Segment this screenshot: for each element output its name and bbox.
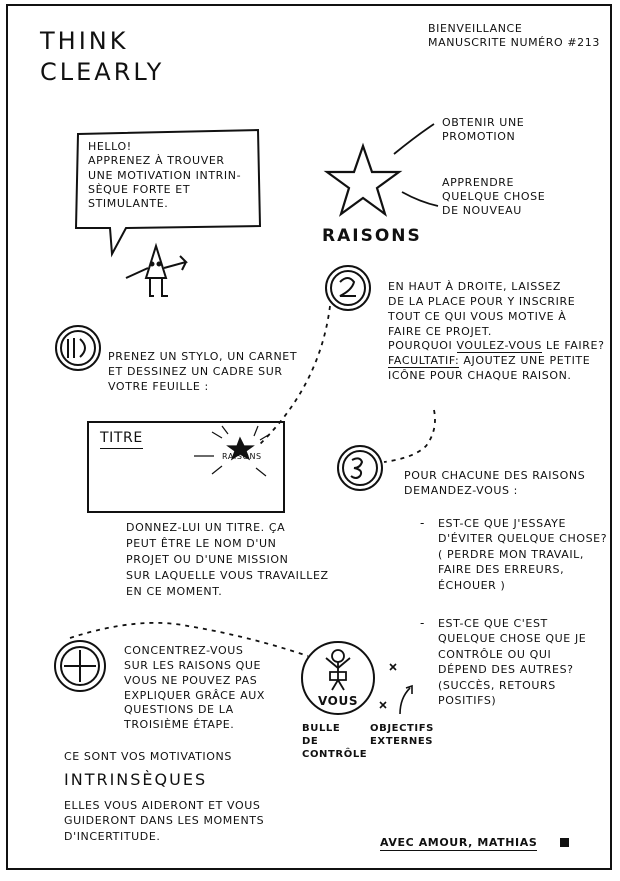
signoff: AVEC AMOUR, MATHIAS bbox=[380, 836, 538, 849]
signoff-mark bbox=[560, 838, 569, 847]
vous-label: VOUS bbox=[318, 694, 359, 708]
step-3-question-1: EST-CE QUE J'ESSAYE D'ÉVITER QUELQUE CHOSE? ( PERDRE MON TRAVAIL, FAIRE DES ERREURS, ÉCHOUER ) bbox=[438, 517, 608, 592]
star-icon bbox=[327, 146, 399, 214]
step-3-badge bbox=[338, 446, 382, 490]
bullet-dash-1: - bbox=[420, 516, 425, 530]
step-2-line2-post: LE FAIRE? bbox=[541, 339, 605, 353]
step-3-intro: POUR CHACUNE DES RAISONS DEMANDEZ-VOUS : bbox=[404, 469, 586, 498]
bullet-dash-2: - bbox=[420, 616, 425, 630]
step-2-optional-label: FACULTATIF: bbox=[388, 354, 460, 368]
step-1-badge bbox=[56, 326, 100, 370]
reason-item-1: OBTENIR UNE PROMOTION bbox=[442, 116, 525, 143]
series-label: BIENVEILLANCE MANUSCRITE NUMÉRO #213 bbox=[428, 22, 600, 49]
person-figure bbox=[326, 650, 350, 690]
conclusion-line-2: ELLES VOUS AIDERONT ET VOUS GUIDERONT DANS LES MOMENTS D'INCERTITUDE. bbox=[64, 799, 265, 843]
frame-raisons-label: RAISONS bbox=[222, 452, 262, 461]
step-1-text: PRENEZ UN STYLO, UN CARNET ET DESSINEZ UN CADRE SUR VOTRE FEUILLE : bbox=[108, 350, 298, 393]
page-title: THINK CLEARLY bbox=[40, 27, 165, 87]
conclusion-intrinsic: INTRINSÈQUES bbox=[64, 770, 208, 789]
step-4-badge bbox=[55, 641, 105, 691]
external-marks bbox=[380, 664, 412, 714]
intro-bubble-text: HELLO! APPRENEZ À TROUVER UNE MOTIVATION INTRIN- SÈQUE FORTE ET STIMULANTE. bbox=[88, 140, 242, 211]
step-2-line3-post: AJOUTEZ UNE PETITE ICÔNE POUR CHAQUE RAISON. bbox=[388, 354, 591, 383]
frame-title-label: TITRE bbox=[100, 430, 143, 449]
frame-raisons-sketch bbox=[194, 426, 270, 476]
comic-page bbox=[6, 4, 612, 870]
raisons-label: RAISONS bbox=[322, 226, 422, 246]
step-2-line1: EN HAUT À DROITE, LAISSEZ DE LA PLACE POUR Y INSCRIRE TOUT CE QUI VOUS MOTIVE À FAIRE CE PROJET. bbox=[388, 280, 576, 338]
mascot-figure bbox=[126, 246, 186, 296]
step-3-question-2: EST-CE QUE C'EST QUELQUE CHOSE QUE JE CONTRÔLE OU QUI DÉPEND DES AUTRES? (SUCCÈS, RETOURS POSITIFS) bbox=[438, 617, 587, 707]
step-4-text: CONCENTREZ-VOUS SUR LES RAISONS QUE VOUS NE POUVEZ PAS EXPLIQUER GRÂCE AUX QUESTIONS DE LA TROISIÈME ÉTAPE. bbox=[124, 644, 265, 732]
external-goals-label: OBJECTIFS EXTERNES bbox=[370, 723, 434, 747]
reason-item-2: APPRENDRE QUELQUE CHOSE DE NOUVEAU bbox=[442, 176, 546, 217]
title-instructions: DONNEZ-LUI UN TITRE. ÇA PEUT ÊTRE LE NOM D'UN PROJET OU D'UNE MISSION SUR LAQUELLE VOUS TRAVAILLEZ EN CE MOMENT. bbox=[126, 521, 329, 598]
step-2-text bbox=[388, 280, 605, 384]
step-2-line2-pre: POURQUOI bbox=[388, 339, 457, 353]
control-bubble-label: BULLE DE CONTRÔLE bbox=[302, 723, 368, 760]
step-2-badge bbox=[326, 266, 370, 310]
conclusion-line-1: CE SONT VOS MOTIVATIONS bbox=[64, 750, 232, 763]
step-2-line2-underlined: VOULEZ-VOUS bbox=[456, 339, 542, 353]
